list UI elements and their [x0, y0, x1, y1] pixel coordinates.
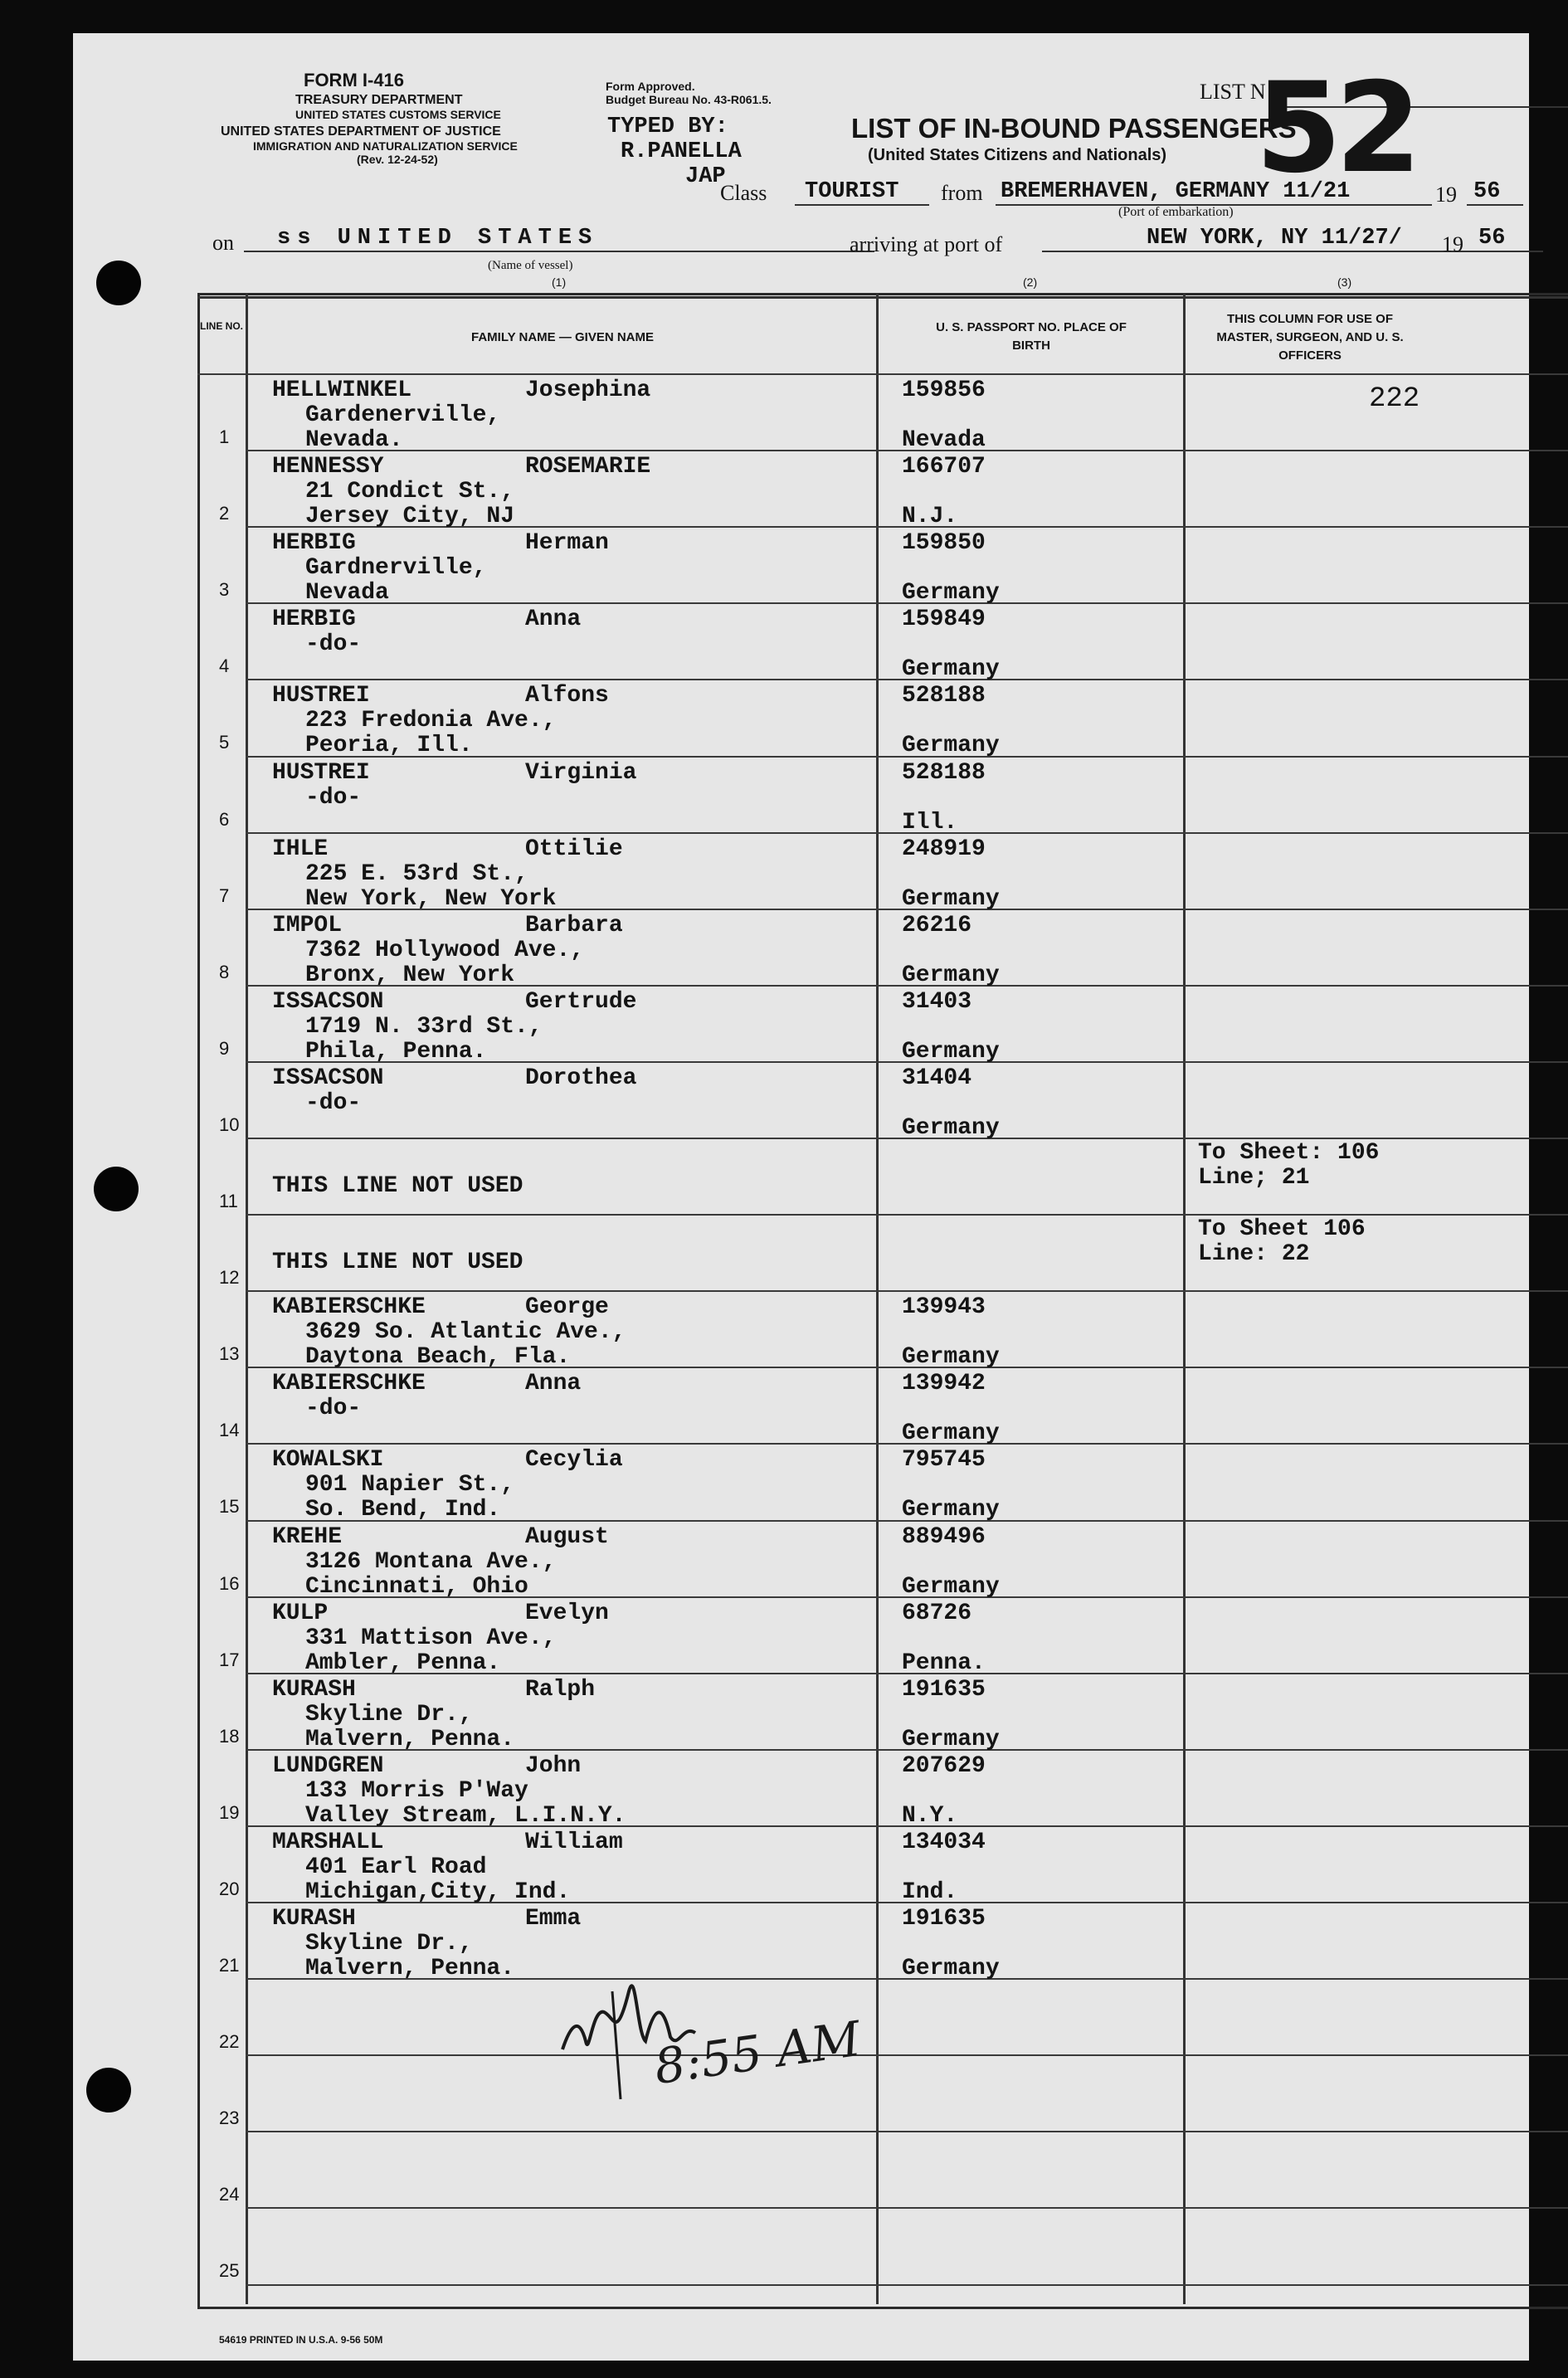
line-number: 14: [219, 1420, 240, 1441]
family-name: IHLE: [272, 836, 329, 862]
address-line-2: Ambler, Penna.: [305, 1649, 501, 1676]
place-of-birth: Ill.: [902, 809, 958, 836]
address-line-2: Valley Stream, L.I.N.Y.: [305, 1802, 626, 1829]
line-number: 11: [219, 1191, 238, 1211]
vessel-note: (Name of vessel): [488, 259, 573, 272]
place-of-birth: Ind.: [902, 1879, 958, 1905]
line-number: 4: [219, 655, 230, 677]
line-not-used-text: THIS LINE NOT USED: [272, 1250, 523, 1276]
passport-number: 207629: [902, 1752, 986, 1779]
naturalization-service: IMMIGRATION AND NATURALIZATION SERVICE: [253, 139, 518, 153]
passport-number: 159856: [902, 378, 986, 403]
given-name: August: [525, 1523, 609, 1550]
line-number: 24: [219, 2184, 240, 2205]
list-number: 52: [1255, 56, 1415, 201]
passport-number: 528188: [902, 683, 986, 709]
list-number-label: LIST N: [1200, 80, 1266, 104]
passport-number: 191635: [902, 1676, 986, 1703]
officer-note-line: Line: 22: [1198, 1241, 1310, 1268]
place-of-birth: Germany: [902, 962, 1000, 988]
place-of-birth: Germany: [902, 733, 1000, 759]
family-name: KABIERSCHKE: [272, 1294, 426, 1321]
passport-number: 26216: [902, 912, 972, 938]
line-number: 16: [219, 1572, 240, 1594]
family-name: HENNESSY: [272, 454, 384, 480]
place-of-birth: Germany: [902, 580, 1000, 607]
from-label: from: [941, 181, 983, 205]
line-number: 25: [219, 2260, 240, 2282]
typed-by-initials: JAP: [685, 164, 726, 189]
address-line-2: Malvern, Penna.: [305, 1726, 515, 1752]
address-line-2: Jersey City, NJ: [305, 504, 515, 530]
column-2-number: (2): [1023, 275, 1038, 289]
row-separator: [246, 2284, 1568, 2286]
line-number: 8: [219, 961, 230, 982]
line-number: 2: [219, 503, 230, 524]
place-of-birth: Penna.: [902, 1649, 986, 1676]
address-line-1: 133 Morris P'Way: [305, 1777, 528, 1804]
address-line-1: Skyline Dr.,: [305, 1931, 473, 1956]
line-not-used-text: THIS LINE NOT USED: [272, 1173, 523, 1199]
given-name: Dorothea: [525, 1065, 637, 1091]
address-line-1: -do-: [305, 1089, 362, 1116]
address-line-2: Nevada: [305, 580, 389, 607]
given-name: Cecylia: [525, 1447, 623, 1474]
passport-number: 31403: [902, 988, 972, 1015]
binder-hole-bottom: [86, 2068, 131, 2112]
family-name: ISSACSON: [272, 1065, 384, 1091]
typed-by-name: R.PANELLA: [621, 139, 742, 164]
address-line-1: -do-: [305, 631, 362, 658]
embarkation-port: BREMERHAVEN, GERMANY 11/21: [996, 179, 1432, 206]
given-name: ROSEMARIE: [525, 454, 651, 480]
line-number: 17: [219, 1649, 240, 1670]
address-line-2: Michigan,City, Ind.: [305, 1879, 571, 1905]
department-of-justice: UNITED STATES DEPARTMENT OF JUSTICE: [221, 124, 501, 139]
address-line-1: Gardnerville,: [305, 555, 487, 582]
row-separator: [246, 1290, 1568, 1292]
line-number: 10: [219, 1113, 240, 1135]
address-line-1: 225 E. 53rd St.,: [305, 860, 528, 887]
year-prefix-1: 19: [1435, 183, 1457, 207]
family-name: ISSACSON: [272, 988, 384, 1015]
arriving-label: arriving at port of: [850, 232, 1003, 256]
officer-note: 222: [1369, 383, 1420, 415]
given-name: Barbara: [525, 912, 623, 938]
typed-by-label: TYPED BY:: [607, 115, 728, 139]
place-of-birth: Germany: [902, 1038, 1000, 1065]
passport-number: 139943: [902, 1294, 986, 1321]
family-name: KABIERSCHKE: [272, 1371, 426, 1397]
address-line-1: Gardenerville,: [305, 402, 501, 428]
binder-hole-middle: [94, 1167, 139, 1211]
line-number: 20: [219, 1878, 240, 1899]
passport-number: 795745: [902, 1447, 986, 1474]
line-number: 7: [219, 884, 230, 906]
on-label: on: [212, 231, 234, 255]
place-of-birth: N.J.: [902, 504, 958, 530]
given-name: Evelyn: [525, 1600, 609, 1626]
family-name: HUSTREI: [272, 683, 370, 709]
class-label: Class: [720, 181, 767, 205]
address-line-2: Phila, Penna.: [305, 1038, 487, 1065]
place-of-birth: Germany: [902, 1726, 1000, 1752]
place-of-birth: Germany: [902, 885, 1000, 912]
line-number: 21: [219, 1955, 240, 1976]
document-title: LIST OF IN-BOUND PASSENGERS: [851, 113, 1297, 144]
place-of-birth: Germany: [902, 1420, 1000, 1447]
passport-number: 248919: [902, 836, 986, 862]
row-separator: [246, 2054, 1568, 2056]
line-number: 9: [219, 1037, 230, 1059]
address-line-2: So. Bend, Ind.: [305, 1497, 501, 1523]
line-number: 22: [219, 2031, 240, 2053]
family-name: KULP: [272, 1600, 329, 1626]
address-line-1: -do-: [305, 1396, 362, 1422]
line-number: 12: [219, 1267, 240, 1289]
passport-number: 139942: [902, 1371, 986, 1397]
document-subtitle: (United States Citizens and Nationals): [868, 146, 1167, 164]
given-name: John: [525, 1752, 582, 1779]
embarkation-note: (Port of embarkation): [1118, 205, 1234, 219]
family-name: HERBIG: [272, 530, 356, 557]
given-name: George: [525, 1294, 609, 1321]
given-name: Ralph: [525, 1676, 596, 1703]
passport-number: 528188: [902, 759, 986, 786]
class-value: TOURIST: [795, 179, 929, 206]
row-separator: [246, 2131, 1568, 2132]
address-line-1: 7362 Hollywood Ave.,: [305, 937, 585, 963]
column-header-line-no: LINE NO.: [199, 320, 243, 332]
budget-bureau: Budget Bureau No. 43-R061.5.: [606, 93, 772, 106]
line-number: 19: [219, 1801, 240, 1823]
family-name: KREHE: [272, 1523, 343, 1550]
address-line-1: 901 Napier St.,: [305, 1472, 515, 1498]
address-line-1: 331 Mattison Ave.,: [305, 1625, 557, 1651]
column-header-passport: U. S. PASSPORT NO. PLACE OF BIRTH: [936, 320, 1127, 353]
passport-number: 159849: [902, 607, 986, 633]
officer-note-sheet: To Sheet 106: [1198, 1216, 1366, 1243]
place-of-birth: Germany: [902, 656, 1000, 683]
row-separator: [246, 2207, 1568, 2209]
given-name: Anna: [525, 607, 582, 633]
year-1: 56: [1467, 179, 1523, 206]
place-of-birth: Germany: [902, 1956, 1000, 1981]
family-name: MARSHALL: [272, 1829, 384, 1855]
passport-number: 166707: [902, 454, 986, 480]
family-name: KOWALSKI: [272, 1447, 384, 1474]
passport-number: 191635: [902, 1906, 986, 1932]
given-name: Virginia: [525, 759, 637, 786]
address-line-2: Peoria, Ill.: [305, 733, 473, 759]
line-number: 23: [219, 2108, 240, 2129]
address-line-1: 3629 So. Atlantic Ave.,: [305, 1319, 626, 1346]
document-sheet: [73, 33, 1529, 2361]
place-of-birth: Germany: [902, 1344, 1000, 1371]
family-name: HERBIG: [272, 607, 356, 633]
address-line-2: Cincinnati, Ohio: [305, 1573, 528, 1600]
given-name: Ottilie: [525, 836, 623, 862]
line-number: 18: [219, 1725, 240, 1747]
given-name: Anna: [525, 1371, 582, 1397]
line-number: 1: [219, 426, 230, 447]
line-number: 6: [219, 808, 230, 830]
column-3-number: (3): [1337, 275, 1352, 289]
given-name: William: [525, 1829, 623, 1855]
address-line-1: Skyline Dr.,: [305, 1701, 473, 1727]
officer-note-line: Line; 21: [1198, 1165, 1310, 1191]
vessel-name: ss UNITED STATES: [244, 226, 874, 252]
given-name: Alfons: [525, 683, 609, 709]
line-number: 3: [219, 579, 230, 601]
row-separator: [246, 1214, 1568, 1216]
officer-note-sheet: To Sheet: 106: [1198, 1140, 1380, 1166]
column-1-number: (1): [552, 275, 567, 289]
address-line-1: -do-: [305, 784, 362, 811]
passport-number: 159850: [902, 530, 986, 557]
family-name: LUNDGREN: [272, 1752, 384, 1779]
line-number: 15: [219, 1496, 240, 1518]
family-name: HUSTREI: [272, 759, 370, 786]
family-name: KURASH: [272, 1906, 356, 1932]
year-prefix-2: 19: [1442, 232, 1463, 256]
given-name: Emma: [525, 1906, 582, 1932]
year-2: 56: [1473, 226, 1525, 252]
address-line-2: Daytona Beach, Fla.: [305, 1344, 571, 1371]
place-of-birth: Nevada: [902, 427, 986, 453]
form-number: FORM I-416: [304, 70, 405, 90]
address-line-1: 401 Earl Road: [305, 1854, 487, 1880]
handwritten-time: 8:55 AM: [650, 2010, 864, 2096]
column-header-name: FAMILY NAME — GIVEN NAME: [470, 330, 655, 344]
place-of-birth: Germany: [902, 1497, 1000, 1523]
customs-service: UNITED STATES CUSTOMS SERVICE: [295, 108, 501, 121]
address-line-2: Nevada.: [305, 427, 403, 453]
revision-date: (Rev. 12-24-52): [357, 153, 438, 166]
place-of-birth: Germany: [902, 1573, 1000, 1600]
address-line-1: 223 Fredonia Ave.,: [305, 708, 557, 734]
family-name: IMPOL: [272, 912, 343, 938]
place-of-birth: N.Y.: [902, 1802, 958, 1829]
given-name: Josephina: [525, 378, 651, 403]
address-line-2: Malvern, Penna.: [305, 1956, 515, 1981]
address-line-1: 21 Condict St.,: [305, 479, 515, 505]
family-name: KURASH: [272, 1676, 356, 1703]
passport-number: 31404: [902, 1065, 972, 1091]
given-name: Herman: [525, 530, 609, 557]
form-approved: Form Approved.: [606, 80, 695, 93]
place-of-birth: Germany: [902, 1114, 1000, 1141]
given-name: Gertrude: [525, 988, 637, 1015]
arrival-port: NEW YORK, NY 11/27/: [1042, 226, 1543, 252]
passport-number: 134034: [902, 1829, 986, 1855]
passport-number: 889496: [902, 1523, 986, 1550]
address-line-2: Bronx, New York: [305, 962, 515, 988]
family-name: HELLWINKEL: [272, 378, 412, 403]
binder-hole-top: [96, 261, 141, 305]
treasury-department: TREASURY DEPARTMENT: [295, 93, 463, 107]
line-number: 13: [219, 1343, 240, 1365]
passport-number: 68726: [902, 1600, 972, 1626]
printer-imprint: 54619 PRINTED IN U.S.A. 9-56 50M: [219, 2334, 383, 2346]
address-line-1: 3126 Montana Ave.,: [305, 1548, 557, 1575]
address-line-2: New York, New York: [305, 885, 557, 912]
line-number: 5: [219, 732, 230, 753]
address-line-1: 1719 N. 33rd St.,: [305, 1013, 543, 1040]
column-header-officers: THIS COLUMN FOR USE OF MASTER, SURGEON, AND U. S. OFFICERS: [1216, 312, 1404, 363]
